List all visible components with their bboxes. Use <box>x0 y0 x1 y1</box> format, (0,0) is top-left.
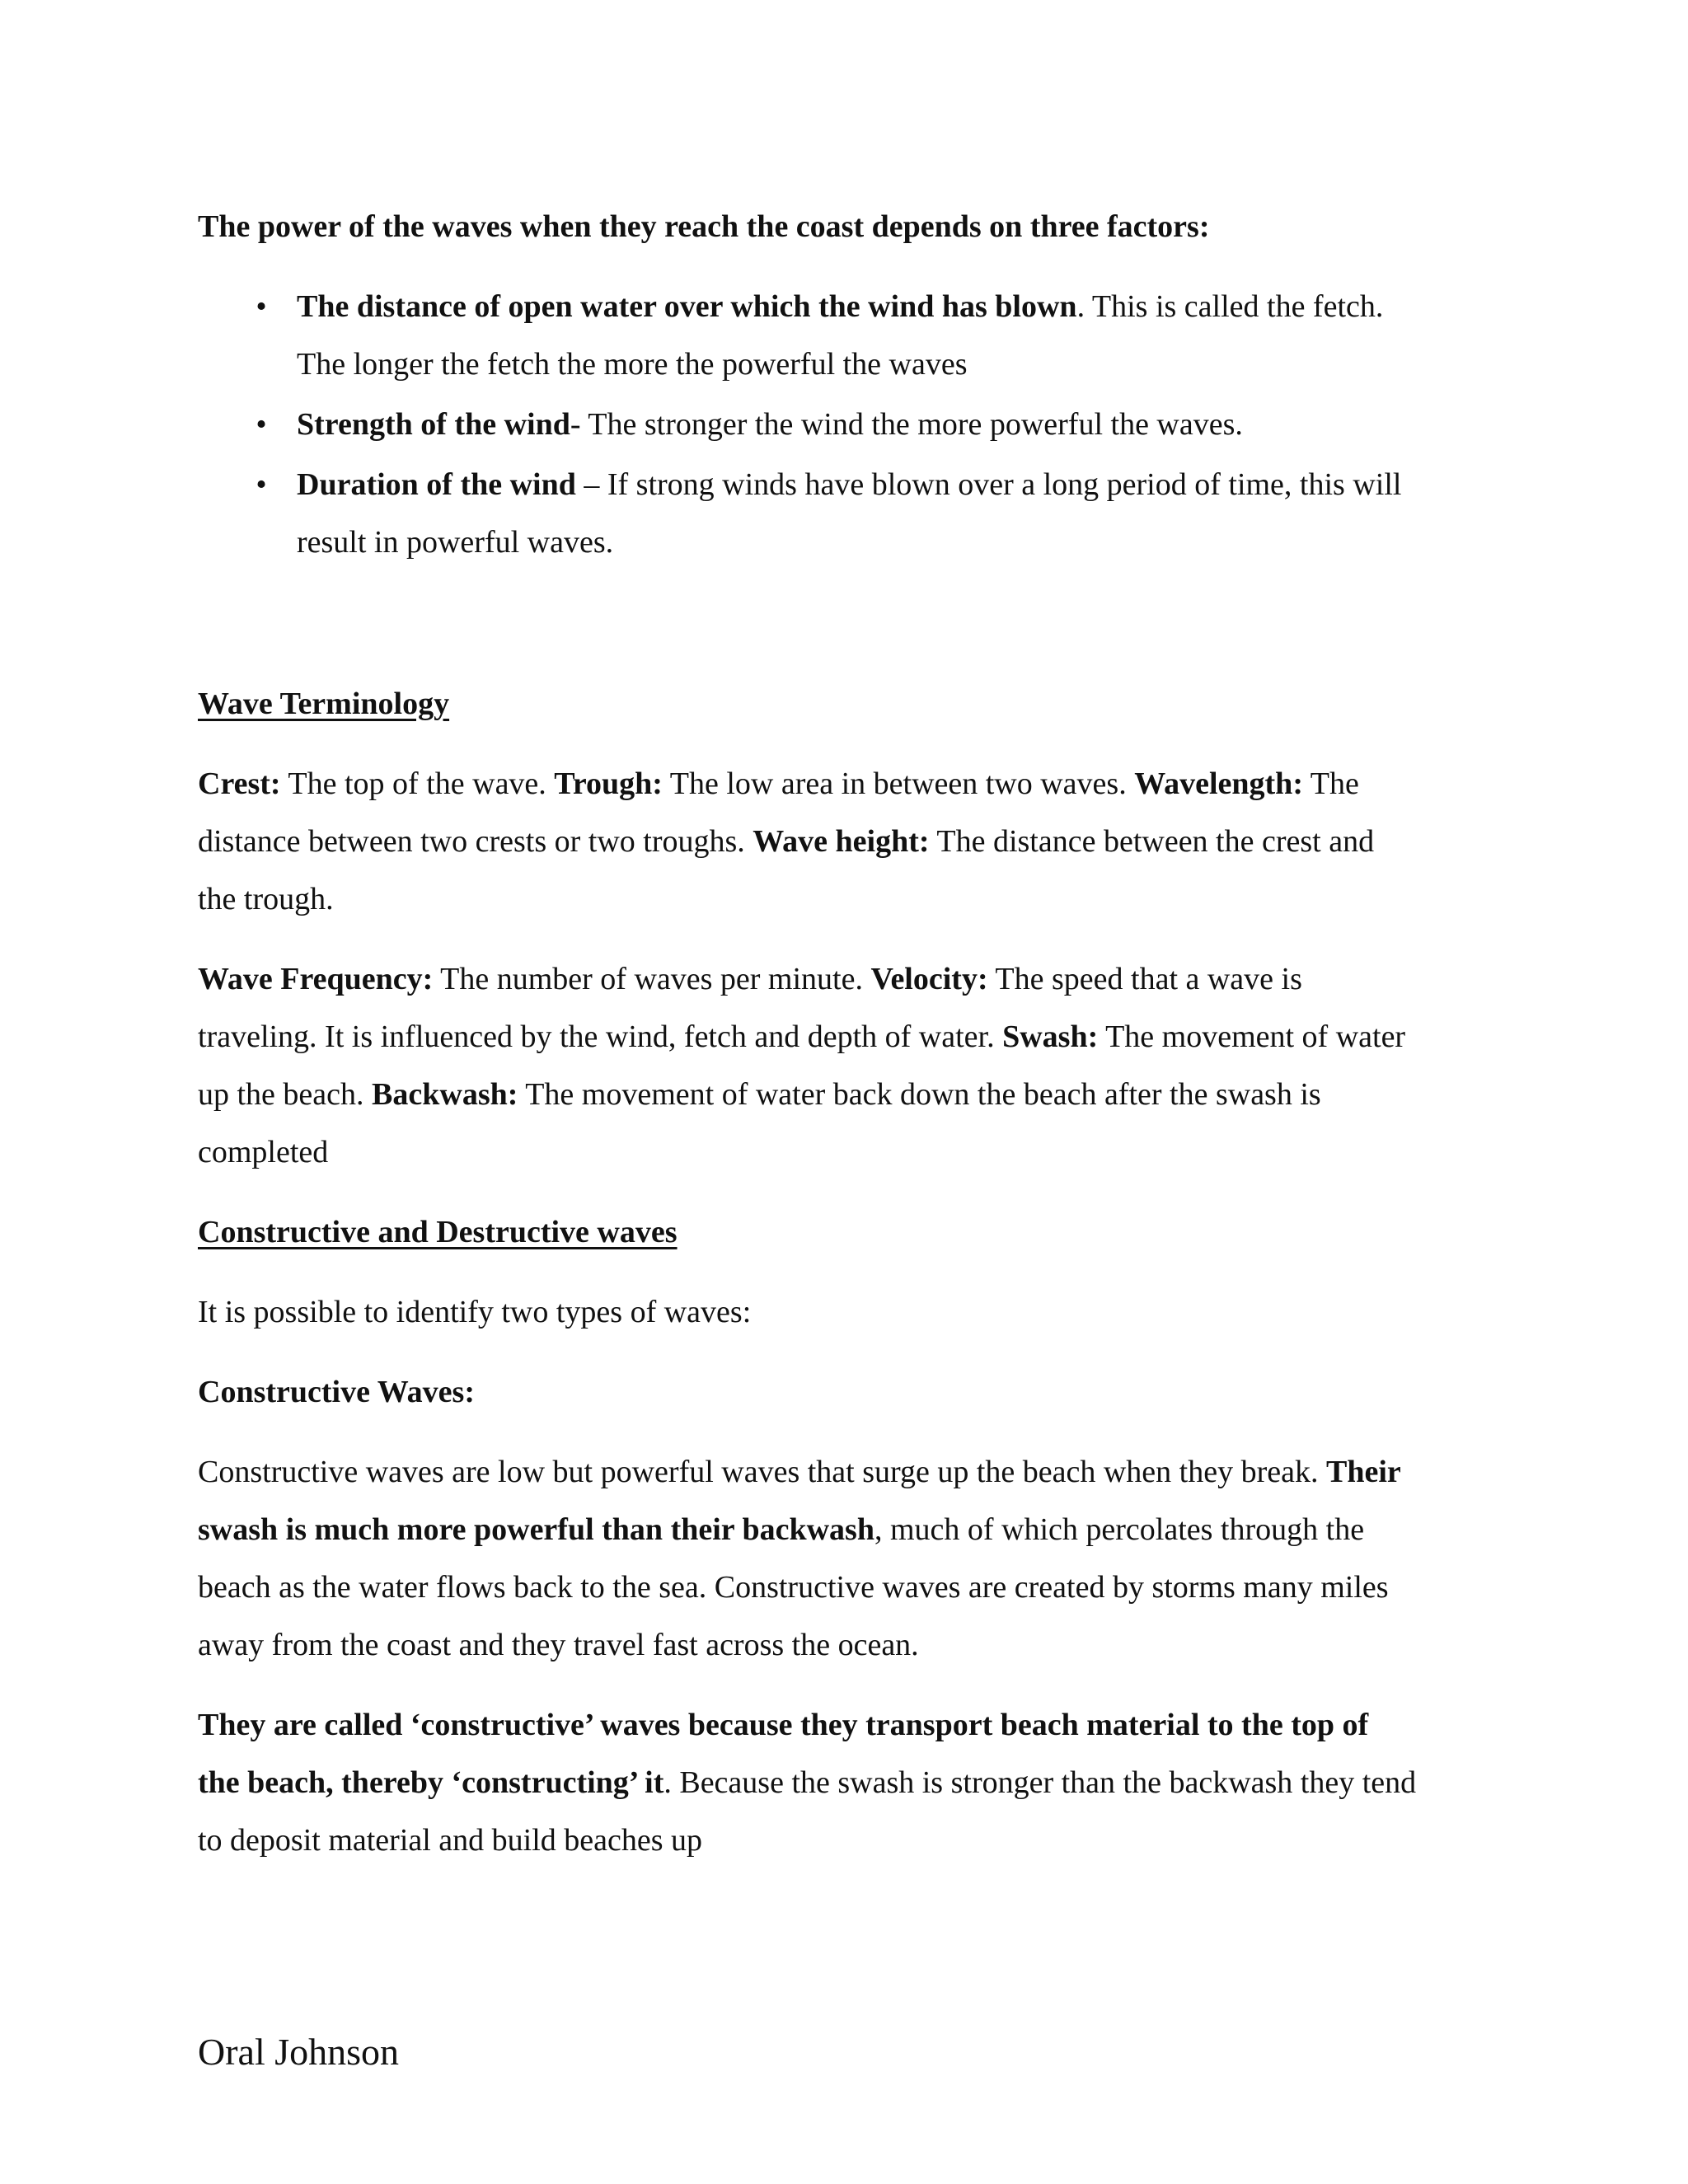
section-heading-wave-terminology: Wave Terminology <box>198 687 450 721</box>
body-text: away from the coast and they travel fast across the ocean. <box>198 1628 919 1662</box>
body-text: . Because the swash is stronger than the backwash they tend <box>663 1765 1417 1800</box>
definition-text: The low area in between two waves. <box>662 766 1135 801</box>
term-wave-frequency: Wave Frequency: <box>198 962 434 996</box>
term-wave-height: Wave height: <box>753 824 930 859</box>
bullet-icon: • <box>256 467 267 502</box>
emphasis-text: swash is much more powerful than their backwash <box>198 1512 874 1547</box>
subheading-constructive-waves: Constructive Waves: <box>198 1375 475 1409</box>
list-item-strength <box>198 396 1500 453</box>
term-velocity: Velocity: <box>870 962 988 996</box>
emphasis-text: the beach, thereby ‘constructing’ it <box>198 1765 664 1800</box>
definition-text: The number of waves per minute. <box>433 962 871 996</box>
definition-text: The speed that a wave is <box>987 962 1302 996</box>
definition-text: the trough. <box>198 882 334 916</box>
factor-term: Strength of the wind <box>297 407 570 442</box>
bullet-icon: • <box>256 289 267 324</box>
factor-term: The distance of open water over which the wind has blown <box>297 289 1077 324</box>
definition-text: traveling. It is influenced by the wind, fetch and depth of water. <box>198 1019 1003 1054</box>
body-text: , much of which percolates through the <box>874 1512 1365 1547</box>
term-swash: Swash: <box>1002 1019 1099 1054</box>
term-wavelength: Wavelength: <box>1134 766 1303 801</box>
term-trough: Trough: <box>554 766 663 801</box>
paragraph-constructive-1 <box>198 1443 1500 1674</box>
definition-text: distance between two crests or two troughs. <box>198 824 753 859</box>
definition-text: The top of the wave. <box>280 766 555 801</box>
emphasis-text: Their <box>1325 1455 1401 1489</box>
paragraph-constructive-2 <box>198 1696 1500 1869</box>
definition-text: up the beach. <box>198 1077 373 1112</box>
factor-term: Duration of the wind <box>297 467 576 502</box>
factor-text: – If strong winds have blown over a long period of time, this will <box>575 467 1402 502</box>
factor-text: - The stronger the wind the more powerful the waves. <box>570 407 1243 442</box>
definition-text: The <box>1302 766 1359 801</box>
bullet-icon: • <box>256 407 267 442</box>
definition-text: The movement of water back down the beach after the swash is <box>518 1077 1321 1112</box>
factors-list <box>198 278 1500 571</box>
intro-text: The power of the waves when they reach the coast depends on three factors: <box>198 209 1210 244</box>
factor-text: result in powerful waves. <box>297 525 614 560</box>
paragraph-terminology-1 <box>198 755 1500 928</box>
author-name: Oral Johnson <box>198 2031 400 2073</box>
list-item-duration <box>198 456 1500 571</box>
body-text: beach as the water flows back to the sea. Constructive waves are created by storms many miles <box>198 1570 1389 1605</box>
body-text: to deposit material and build beaches up <box>198 1823 703 1858</box>
list-item-fetch <box>198 278 1500 393</box>
term-crest: Crest: <box>198 766 281 801</box>
body-text: Constructive waves are low but powerful waves that surge up the beach when they break. <box>198 1455 1326 1489</box>
factor-text: The longer the fetch the more the powerful the waves <box>297 347 968 382</box>
paragraph-terminology-2 <box>198 950 1500 1181</box>
factor-text: . This is called the fetch. <box>1076 289 1384 324</box>
paragraph-two-types: It is possible to identify two types of waves: <box>198 1295 752 1329</box>
definition-text: completed <box>198 1135 329 1169</box>
term-backwash: Backwash: <box>372 1077 518 1112</box>
document-body <box>198 198 1500 1891</box>
emphasis-text: They are called ‘constructive’ waves because they transport beach material to the top of <box>198 1708 1369 1742</box>
definition-text: The distance between the crest and <box>929 824 1375 859</box>
section-heading-constructive-destructive: Constructive and Destructive waves <box>198 1215 678 1249</box>
definition-text: The movement of water <box>1098 1019 1406 1054</box>
